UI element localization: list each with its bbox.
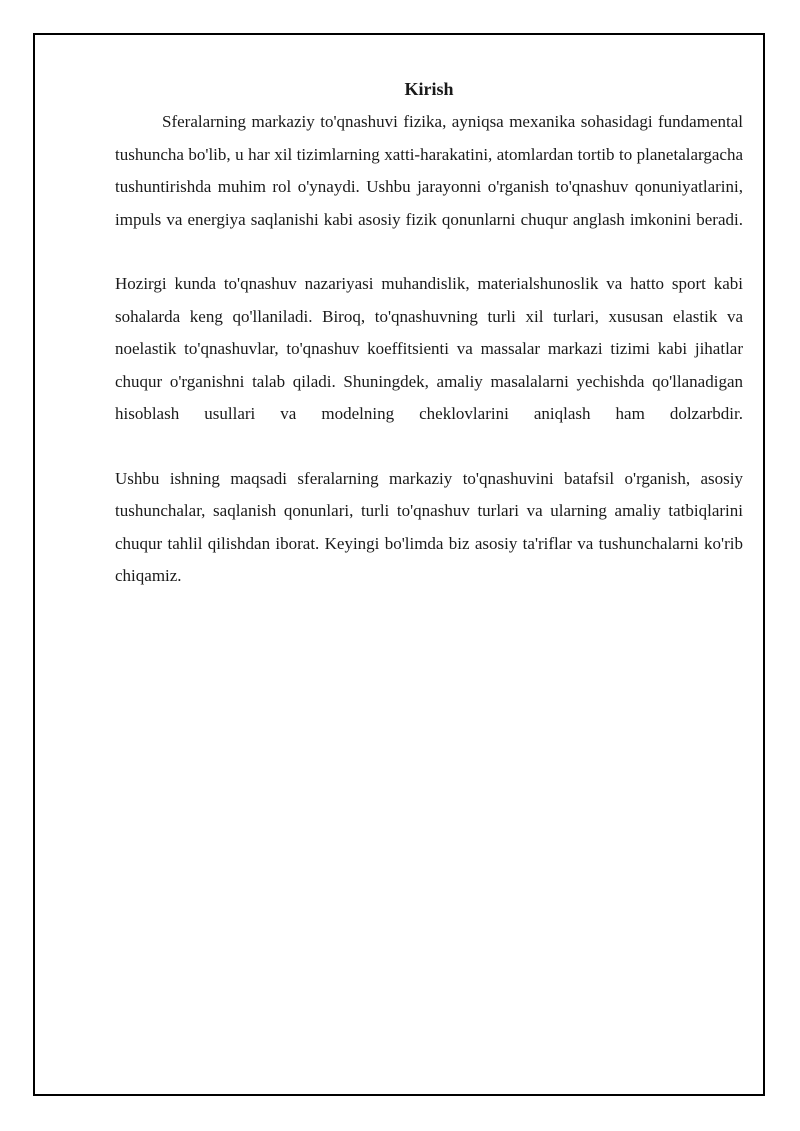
paragraph-applications: Hozirgi kunda to'qnashuv nazariyasi muhandislik, materialshunoslik va hatto sport kabi sohalarda keng qo'llaniladi. Biroq, to'qnashuvning turli xil turlari, xususan elastik va noelastik to'qnashuvlar, to'qnashuv koeffitsienti va massalar markazi tizimi kabi jihatlar chuqur o'rganishni talab qiladi. Shuningdek, amaliy masalalarni yechishda qo'llanadigan hisoblash usullari va modelning cheklovlarini aniqlash ham dolzarbdir. — [115, 274, 743, 423]
paragraph-intro: Sferalarning markaziy to'qnashuvi fizika, ayniqsa mexanika sohasidagi fundamental tushuncha bo'lib, u har xil tizimlarning xatti-harakatini, atomlardan tortib to planetalargacha tushuntirishda muhim rol o'ynaydi. Ushbu jarayonni o'rganish to'qnashuv qonuniyatlarini, impuls va energiya saqlanishi kabi asosiy fizik qonunlarni chuqur anglash imkonini beradi. — [115, 112, 743, 229]
section-title: Kirish — [404, 79, 454, 99]
document-body — [115, 76, 743, 625]
paragraph-goal: Ushbu ishning maqsadi sferalarning markaziy to'qnashuvini batafsil o'rganish, asosiy tushunchalar, saqlanish qonunlari, turli to'qnashuv turlari va ularning amaliy tatbiqlarini chuqur tahlil qilishdan iborat. Keyingi bo'limda biz asosiy ta'riflar va tushunchalarni ko'rib chiqamiz. — [115, 468, 743, 585]
